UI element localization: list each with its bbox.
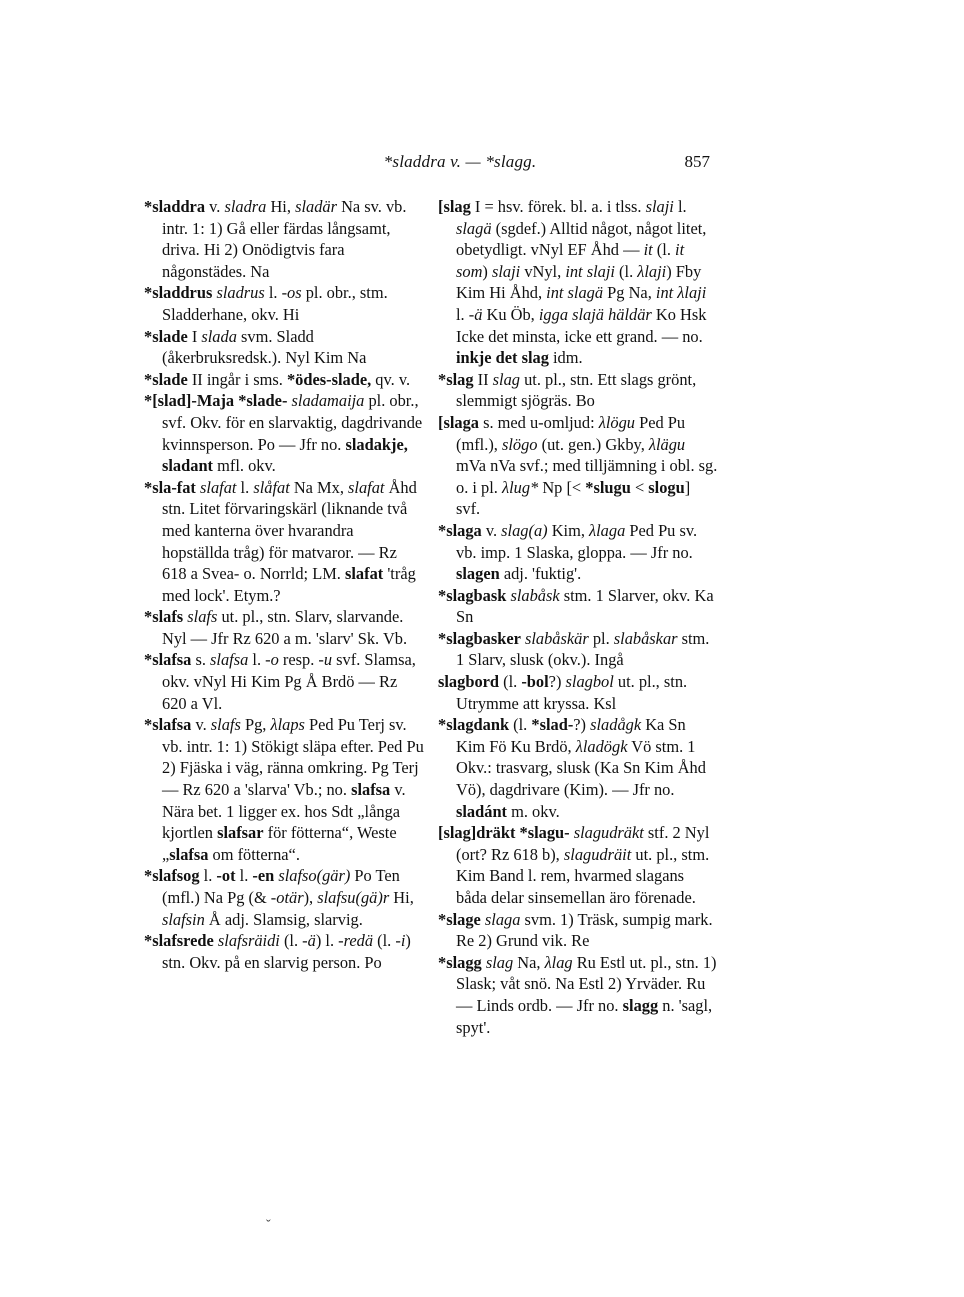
dictionary-entry (438, 412, 718, 520)
entry-headword: *slade (144, 326, 188, 346)
entry-text: svm. Sladd (åkerbruksredsk.). Nyl Kim Na (162, 326, 367, 368)
entry-headword: [slaga (438, 412, 479, 432)
entry-text: Pg, (240, 715, 271, 735)
entry-form: slåfat (253, 477, 290, 497)
entry-text: adj. 'fuktig'. (499, 564, 582, 584)
entry-text: (l. (373, 931, 396, 951)
entry-text: ) (482, 261, 492, 281)
entry-text: v. (205, 197, 225, 216)
entry-text: Na sv. vb. intr. 1: 1) Gå eller färdas långsamt, driva. Hi 2) Onödigtvis fara någonstädes. Na (162, 197, 407, 281)
entry-form: it (643, 240, 653, 260)
entry-text: (l. (509, 715, 532, 735)
dictionary-entry (438, 952, 718, 1038)
dictionary-entry (438, 714, 718, 822)
entry-text: l. (456, 304, 469, 324)
dictionary-entry (144, 865, 424, 930)
entry-text: II (473, 369, 493, 389)
entry-form: λlaga (589, 520, 626, 540)
entry-form: sladrus (216, 283, 265, 303)
entry-text: mVa nVa svf.; med tilljämning i obl. sg. o. i pl. (456, 456, 718, 497)
entry-form: slafsräidi (217, 931, 280, 951)
entry-form: slafsu(gä)r (317, 888, 390, 907)
entry-form: slagbol (565, 672, 614, 692)
entry-text: l. (235, 866, 253, 886)
entry-form: slabåsk (510, 585, 560, 605)
entry-form: igga slajä häldär (538, 304, 652, 324)
entry-headword: inkje det slag (456, 348, 549, 368)
entry-headword: [slag]dräkt *slagu- (438, 823, 570, 843)
entry-form: sladra (224, 197, 267, 216)
entry-headword: slogu (648, 477, 685, 497)
dictionary-entry (144, 369, 424, 391)
entry-form: slag (485, 952, 514, 972)
entry-text: idm. (548, 348, 583, 368)
entry-form: -redä (338, 931, 374, 951)
entry-form: sladär (295, 197, 337, 216)
entry-headword: sladakje, sladant (162, 434, 408, 476)
entry-text: (l. (279, 931, 303, 951)
dictionary-entry (144, 390, 424, 476)
entry-text: Ka Sn Kim Fö Ku Brdö, (456, 715, 686, 756)
entry-text: v. Nära bet. 1 ligger ex. hos Sdt „långa kjortlen (162, 780, 406, 843)
entry-text: Ko Hsk Icke det minsta, icke ett grand. — no. (456, 304, 707, 346)
entry-text: pl. obr., stm. Sladderhane, okv. Hi (162, 283, 388, 324)
entry-form: slag(a) (501, 520, 548, 540)
entry-form: slafsin (162, 909, 205, 929)
entry-form: slafso(gär) (278, 866, 351, 886)
entry-form: λlägu (648, 434, 686, 454)
entry-form: slögo (501, 434, 538, 454)
entry-headword: *slagdank (438, 715, 510, 735)
entry-text: ut. pl., stn. Ett slags grönt, slemmigt sjögräs. Bo (456, 369, 697, 411)
page-number: 857 (684, 152, 710, 171)
entry-text: l. (248, 650, 266, 670)
entry-text: II ingår i sms. (187, 369, 287, 389)
dictionary-entry (144, 649, 424, 714)
entry-text: qv. v. (371, 369, 411, 389)
entry-form: slafs (187, 607, 218, 627)
entry-headword: *ödes-slade, (286, 369, 372, 389)
entry-form: sladamaija (291, 391, 365, 411)
dictionary-entry (144, 714, 424, 865)
entry-text: Ped Pu (mfl.), (456, 412, 686, 454)
entry-text: stm. 1 Slarv, slusk (okv.). Ingå (456, 628, 710, 670)
entry-headword: *slagg (438, 952, 482, 972)
dictionary-entry (144, 930, 424, 973)
entry-form: int λlaji (655, 283, 707, 303)
entry-form: slafat (200, 477, 237, 497)
entry-headword: -en (252, 866, 275, 886)
entry-text: ] svf. (456, 477, 691, 519)
entry-text: Å adj. Slamsig, slarvig. (204, 909, 363, 929)
entry-text: Ku Öb, (482, 304, 539, 324)
dictionary-entry (144, 477, 424, 607)
entry-text: Hi, (389, 888, 414, 907)
entry-text: v. (191, 715, 211, 735)
entry-form: int slaji (565, 261, 615, 281)
entry-form: slabåskär (524, 628, 589, 648)
entry-headword: [slag (438, 197, 471, 216)
entry-text: om fötterna“. (208, 844, 300, 864)
entry-text: < (630, 477, 649, 497)
entry-headword: *slade (144, 369, 188, 389)
entry-headword: slafsa (351, 780, 391, 800)
entry-headword: *slag (438, 369, 474, 389)
entry-headword: *slafsa (144, 650, 192, 670)
entry-form: -otär (270, 888, 304, 907)
entry-text: 'tråg med lock'. Etym.? (162, 564, 416, 605)
entry-headword: *slafsrede (144, 931, 214, 951)
entry-text: ut. pl., stn. Utrymme att kryssa. Ksl (456, 672, 688, 713)
dictionary-entry (438, 628, 718, 671)
entry-form: λlaps (270, 715, 305, 735)
entry-text: ?) (573, 715, 591, 735)
entry-form: slagä (456, 218, 492, 238)
dictionary-entry (144, 326, 424, 369)
entry-text: (l. (614, 261, 638, 281)
entry-text: v. (481, 520, 502, 540)
entry-form: slagudräit (563, 844, 632, 864)
entry-text: Na Mx, (289, 477, 349, 497)
entry-headword: *slafsog (144, 866, 200, 886)
entry-text: svm. 1) Träsk, sumpig mark. Re 2) Grund vik. Re (456, 909, 713, 951)
entry-headword: -bol (521, 672, 549, 692)
entry-headword: *slad- (531, 715, 574, 735)
entry-form: slafat (348, 477, 385, 497)
entry-headword: sladánt (456, 801, 508, 821)
entry-text: Kim, (547, 520, 590, 540)
entry-form: λlögu (598, 412, 635, 432)
entry-text: ) Fby Kim Hi Åhd, (456, 261, 702, 303)
entry-headword: slagbord (438, 672, 500, 692)
entry-form: sladågk (590, 715, 642, 735)
entry-form: -o (265, 650, 279, 670)
entry-headword: *slagbask (438, 585, 507, 605)
entry-form: -ä (468, 304, 483, 324)
stray-mark: ˇ (266, 1218, 271, 1233)
entry-form: slabåskar (613, 628, 678, 648)
entry-headword: *sladdra (144, 197, 206, 216)
entry-text: (ut. gen.) Gkby, (537, 434, 649, 454)
entry-text: ?) (548, 672, 566, 692)
running-head-title: *sladdra v. — *slagg. (383, 152, 537, 171)
entry-form: λlaji (637, 261, 667, 281)
entry-headword: *slage (438, 909, 481, 929)
entry-text: Ped Pu sv. vb. imp. 1 Slaska, gloppa. — Jfr no. (456, 520, 698, 562)
dictionary-entry (438, 671, 718, 714)
entry-text: för fötterna“, Weste „ (162, 823, 397, 864)
entry-text: ) stn. Okv. på en slarvig person. Po (162, 931, 411, 972)
dictionary-entry (438, 585, 718, 628)
entry-text: s. med u-omljud: (478, 412, 599, 432)
entry-text: stm. 1 Slarver, okv. Ka Sn (456, 585, 714, 627)
entry-text: l. (236, 477, 254, 497)
dictionary-entry (438, 196, 718, 369)
entry-text: ut. pl., stm. Kim Band l. rem, hvarmed slagans båda delar sinsemellan äro förenade. (456, 844, 710, 907)
entry-form: -ä (302, 931, 316, 951)
entry-text: n. 'sagl, spyt'. (456, 995, 713, 1037)
entry-text: ), (303, 888, 318, 907)
entry-headword: *slugu (585, 477, 631, 497)
entry-text: (l. (499, 672, 522, 692)
entry-form: -i (395, 931, 406, 951)
dictionary-entry (144, 282, 424, 325)
entry-text: (sgdef.) Alltid något, något litet, obetydligt. vNyl EF Åhd — (456, 218, 707, 260)
entry-form: int slagä (546, 283, 604, 303)
entry-headword: *sla-fat (144, 477, 196, 497)
left-column (144, 196, 424, 973)
entry-form: slaji (491, 261, 521, 281)
running-header (0, 152, 964, 176)
entry-headword: slafsa (169, 844, 209, 864)
entry-form: slada (201, 326, 237, 346)
entry-text: Pg Na, (603, 283, 656, 303)
entry-text: ut. pl., stn. Slarv, slarvande. Nyl — Jfr Rz 620 a m. 'slarv' Sk. Vb. (162, 607, 408, 648)
entry-form: slag (492, 369, 520, 389)
entry-form: slagudräkt (573, 823, 644, 843)
entry-text: s. (191, 650, 211, 670)
entry-text: l. (264, 283, 282, 303)
entry-form: λladögk (575, 736, 628, 756)
entry-headword: slafsar (217, 823, 264, 843)
dictionary-entry (438, 369, 718, 412)
entry-text: Åhd stn. Litet förvaringskärl (liknande två med kanterna över hvarandra hopställda tråg) för matvaror. — Rz 618 a Svea- o. Norrld; LM. (162, 477, 417, 584)
entry-headword: slagen (456, 564, 500, 584)
dictionary-entry (438, 822, 718, 908)
entry-text: l. (199, 866, 217, 886)
entry-headword: *slafsa (144, 715, 192, 735)
entry-form: -os (281, 283, 302, 303)
entry-headword: *slaga (438, 520, 482, 540)
entry-text: vNyl, (520, 261, 566, 281)
entry-form: it som (456, 240, 685, 281)
entry-headword: -ot (216, 866, 236, 886)
entry-text: stf. 2 Nyl (ort? Rz 618 b), (456, 823, 710, 864)
entry-text: Ru Estl ut. pl., stn. 1) Slask; våt snö. Na Estl 2) Yrväder. Ru — Linds ordb. — Jfr no. (456, 952, 717, 1015)
entry-text: (l. (652, 240, 676, 260)
entry-text: Po Ten (mfl.) Na Pg (& (162, 866, 400, 907)
entry-text: m. okv. (507, 801, 560, 821)
entry-headword: slafat (345, 564, 384, 584)
entry-text: ) l. (315, 931, 339, 951)
entry-text: Hi, (266, 197, 296, 216)
entry-form: slafsa (210, 650, 249, 670)
entry-text: pl. (588, 628, 614, 648)
entry-form: λlag (544, 952, 573, 972)
entry-text: I (187, 326, 202, 346)
right-column (438, 196, 718, 1038)
entry-text: Np [< (538, 477, 586, 497)
entry-text: Ped Pu Terj sv. vb. intr. 1: 1) Stökigt släpa efter. Ped Pu 2) Fjäska i väg, ränna omkring. Pg Terj — Rz 620 a 'slarva' Vb.; no. (162, 715, 424, 800)
entry-text: I = hsv. förek. bl. a. i tlss. (470, 197, 646, 216)
entry-headword: slagg (622, 995, 659, 1015)
entry-form: slafs (210, 715, 241, 735)
entry-form: λlug* (502, 477, 539, 497)
entry-headword: *slagbasker (438, 628, 521, 648)
entry-form: slaji (645, 197, 674, 216)
entry-text: resp. (278, 650, 319, 670)
entry-form: -u (318, 650, 333, 670)
entry-text: l. (673, 197, 687, 216)
dictionary-entry (438, 909, 718, 952)
entry-headword: *sladdrus (144, 283, 213, 303)
dictionary-entry (144, 196, 424, 282)
entry-text: Na, (513, 952, 545, 972)
entry-form: slaga (484, 909, 521, 929)
entry-text: mfl. okv. (213, 456, 276, 476)
entry-headword: *[slad]-Maja *slade- (144, 391, 288, 411)
entry-text: svf. Slamsa, okv. vNyl Hi Kim Pg Å Brdö — Rz 620 a Vl. (162, 650, 416, 713)
entry-headword: *slafs (144, 607, 184, 627)
entry-text: Vö stm. 1 Okv.: trasvarg, slusk (Ka Sn Kim Åhd Vö), dagdrivare (Kim). — Jfr no. (456, 736, 706, 800)
entry-text: pl. obr., svf. Okv. för en slarvaktig, dagdrivande kvinnsperson. Po — Jfr no. (162, 391, 423, 454)
dictionary-entry (438, 520, 718, 585)
dictionary-entry (144, 606, 424, 649)
